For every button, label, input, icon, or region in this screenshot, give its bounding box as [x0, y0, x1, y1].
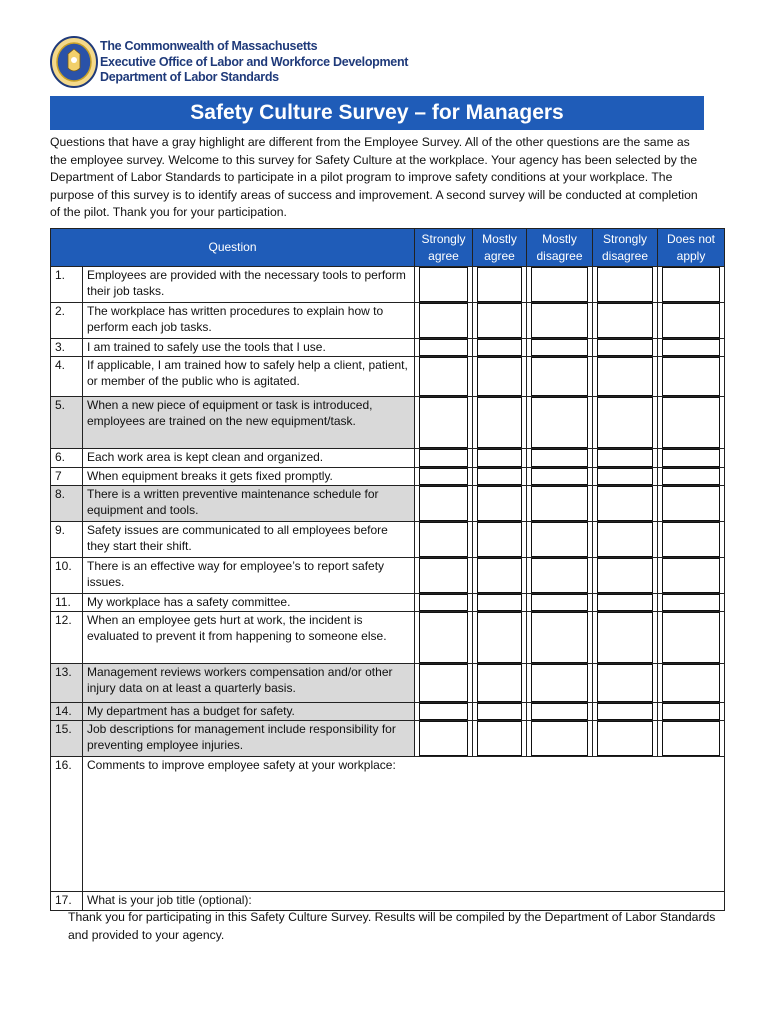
- response-cell: [415, 594, 473, 612]
- question-text: There is an effective way for employee’s to report safety issues.: [83, 558, 415, 594]
- response-checkbox[interactable]: [477, 612, 522, 663]
- response-checkbox[interactable]: [531, 664, 588, 702]
- response-checkbox[interactable]: [419, 522, 468, 557]
- agency-line-executive-office: Executive Office of Labor and Workforce Development: [100, 54, 409, 69]
- response-checkbox[interactable]: [477, 522, 522, 557]
- question-number: 3.: [51, 339, 83, 357]
- response-cell: [593, 664, 658, 703]
- table-row: [51, 703, 725, 721]
- response-cell: [527, 357, 593, 397]
- response-cell: [593, 468, 658, 486]
- response-checkbox[interactable]: [597, 397, 653, 448]
- table-row: [51, 267, 725, 303]
- response-checkbox[interactable]: [531, 468, 588, 485]
- response-cell: [593, 267, 658, 303]
- response-cell: [473, 558, 527, 594]
- response-cell: [527, 721, 593, 757]
- question-number: 5.: [51, 397, 83, 449]
- question-number: 14.: [51, 703, 83, 721]
- response-cell: [593, 303, 658, 339]
- response-cell: [473, 339, 527, 357]
- table-row: [51, 486, 725, 522]
- response-cell: [473, 397, 527, 449]
- response-cell: [415, 486, 473, 522]
- job-title-number: 17.: [51, 892, 83, 911]
- response-cell: [658, 486, 725, 522]
- response-cell: [473, 303, 527, 339]
- comments-field[interactable]: [83, 757, 725, 892]
- response-cell: [415, 303, 473, 339]
- response-checkbox[interactable]: [477, 703, 522, 720]
- response-checkbox[interactable]: [662, 664, 720, 702]
- response-checkbox[interactable]: [419, 339, 468, 356]
- response-cell: [473, 612, 527, 664]
- table-row: [51, 612, 725, 664]
- question-number: 13.: [51, 664, 83, 703]
- table-row: [51, 339, 725, 357]
- response-checkbox[interactable]: [531, 522, 588, 557]
- response-checkbox[interactable]: [662, 594, 720, 611]
- question-number: 15.: [51, 721, 83, 757]
- response-checkbox[interactable]: [419, 486, 468, 521]
- response-checkbox[interactable]: [419, 703, 468, 720]
- response-checkbox[interactable]: [477, 468, 522, 485]
- response-cell: [593, 721, 658, 757]
- question-text: Safety issues are communicated to all employees before they start their shift.: [83, 522, 415, 558]
- response-checkbox[interactable]: [531, 486, 588, 521]
- response-cell: [415, 703, 473, 721]
- response-cell: [658, 357, 725, 397]
- response-cell: [473, 357, 527, 397]
- table-row: [51, 449, 725, 468]
- response-cell: [527, 303, 593, 339]
- response-checkbox[interactable]: [597, 594, 653, 611]
- response-checkbox[interactable]: [419, 397, 468, 448]
- question-text: Each work area is kept clean and organized.: [83, 449, 415, 468]
- response-cell: [658, 703, 725, 721]
- response-cell: [527, 468, 593, 486]
- response-checkbox[interactable]: [477, 594, 522, 611]
- question-number: 6.: [51, 449, 83, 468]
- response-checkbox[interactable]: [419, 721, 468, 756]
- agency-line-commonwealth: The Commonwealth of Massachusetts: [100, 39, 318, 53]
- response-cell: [415, 558, 473, 594]
- response-checkbox[interactable]: [531, 449, 588, 467]
- response-cell: [658, 594, 725, 612]
- response-cell: [593, 558, 658, 594]
- response-checkbox[interactable]: [662, 522, 720, 557]
- question-text: When equipment breaks it gets fixed promptly.: [83, 468, 415, 486]
- column-header-strongly-disagree: Strongly disagree: [593, 229, 658, 267]
- response-cell: [658, 612, 725, 664]
- response-cell: [527, 486, 593, 522]
- response-cell: [658, 664, 725, 703]
- response-cell: [658, 397, 725, 449]
- response-cell: [527, 594, 593, 612]
- question-number: 11.: [51, 594, 83, 612]
- response-checkbox[interactable]: [477, 664, 522, 702]
- response-checkbox[interactable]: [597, 468, 653, 485]
- response-checkbox[interactable]: [662, 357, 720, 396]
- response-cell: [473, 721, 527, 757]
- response-checkbox[interactable]: [477, 339, 522, 356]
- response-cell: [527, 522, 593, 558]
- response-checkbox[interactable]: [419, 303, 468, 338]
- response-checkbox[interactable]: [531, 397, 588, 448]
- response-cell: [593, 339, 658, 357]
- response-checkbox[interactable]: [597, 703, 653, 720]
- question-number: 2.: [51, 303, 83, 339]
- question-column-header: Question: [51, 229, 415, 267]
- response-cell: [658, 303, 725, 339]
- response-checkbox[interactable]: [597, 339, 653, 356]
- question-text: My department has a budget for safety.: [83, 703, 415, 721]
- response-checkbox[interactable]: [597, 664, 653, 702]
- response-checkbox[interactable]: [531, 303, 588, 338]
- response-cell: [473, 522, 527, 558]
- response-cell: [527, 558, 593, 594]
- response-checkbox[interactable]: [477, 303, 522, 338]
- response-checkbox[interactable]: [419, 664, 468, 702]
- question-text: Employees are provided with the necessary tools to perform their job tasks.: [83, 267, 415, 303]
- response-cell: [593, 612, 658, 664]
- question-number: 7: [51, 468, 83, 486]
- footer-note: Thank you for participating in this Safety Culture Survey. Results will be compiled by the Department of Labor Standards and provided to your agency.: [68, 910, 716, 942]
- response-cell: [415, 664, 473, 703]
- response-cell: [473, 486, 527, 522]
- table-row: [51, 468, 725, 486]
- table-row: [51, 397, 725, 449]
- massachusetts-seal-icon: [50, 36, 98, 88]
- response-checkbox[interactable]: [597, 357, 653, 396]
- question-text: When an employee gets hurt at work, the incident is evaluated to prevent it from happening to someone else.: [83, 612, 415, 664]
- comments-label: Comments to improve employee safety at your workplace:: [87, 758, 396, 772]
- question-text: There is a written preventive maintenance schedule for equipment and tools.: [83, 486, 415, 522]
- response-cell: [473, 468, 527, 486]
- job-title-label: What is your job title (optional):: [87, 893, 252, 907]
- response-cell: [658, 449, 725, 468]
- response-checkbox[interactable]: [662, 721, 720, 756]
- table-row: [51, 303, 725, 339]
- response-cell: [415, 267, 473, 303]
- response-cell: [593, 449, 658, 468]
- response-cell: [527, 449, 593, 468]
- response-checkbox[interactable]: [531, 267, 588, 302]
- question-text: When a new piece of equipment or task is introduced, employees are trained on the new equipment/task.: [83, 397, 415, 449]
- response-checkbox[interactable]: [531, 721, 588, 756]
- question-number: 9.: [51, 522, 83, 558]
- response-cell: [593, 486, 658, 522]
- response-checkbox[interactable]: [419, 468, 468, 485]
- response-checkbox[interactable]: [531, 339, 588, 356]
- response-checkbox[interactable]: [662, 558, 720, 593]
- response-checkbox[interactable]: [531, 703, 588, 720]
- response-checkbox[interactable]: [419, 558, 468, 593]
- response-checkbox[interactable]: [597, 303, 653, 338]
- table-row: [51, 558, 725, 594]
- response-checkbox[interactable]: [531, 594, 588, 611]
- question-number: 1.: [51, 267, 83, 303]
- response-cell: [658, 468, 725, 486]
- response-cell: [527, 612, 593, 664]
- response-cell: [473, 449, 527, 468]
- comments-number: 16.: [51, 757, 83, 892]
- response-checkbox[interactable]: [531, 357, 588, 396]
- response-cell: [658, 267, 725, 303]
- response-checkbox[interactable]: [662, 486, 720, 521]
- response-cell: [473, 664, 527, 703]
- response-cell: [415, 721, 473, 757]
- survey-table: [50, 228, 725, 911]
- response-checkbox[interactable]: [419, 449, 468, 467]
- response-cell: [473, 703, 527, 721]
- response-cell: [527, 397, 593, 449]
- response-checkbox[interactable]: [477, 397, 522, 448]
- letterhead: [50, 36, 409, 92]
- response-cell: [658, 339, 725, 357]
- question-text: The workplace has written procedures to explain how to perform each job tasks.: [83, 303, 415, 339]
- response-checkbox[interactable]: [662, 397, 720, 448]
- response-checkbox[interactable]: [419, 267, 468, 302]
- response-checkbox[interactable]: [597, 449, 653, 467]
- question-text: I am trained to safely use the tools that I use.: [83, 339, 415, 357]
- response-checkbox[interactable]: [597, 721, 653, 756]
- response-checkbox[interactable]: [419, 357, 468, 396]
- response-cell: [593, 357, 658, 397]
- response-checkbox[interactable]: [662, 303, 720, 338]
- table-row: [51, 522, 725, 558]
- response-cell: [658, 522, 725, 558]
- response-checkbox[interactable]: [662, 267, 720, 302]
- response-cell: [658, 721, 725, 757]
- response-checkbox[interactable]: [477, 267, 522, 302]
- response-checkbox[interactable]: [597, 486, 653, 521]
- question-number: 8.: [51, 486, 83, 522]
- column-header-does-not-apply: Does not apply: [658, 229, 725, 267]
- question-text: Job descriptions for management include responsibility for preventing employee injuries.: [83, 721, 415, 757]
- response-checkbox[interactable]: [597, 522, 653, 557]
- response-cell: [593, 522, 658, 558]
- response-cell: [415, 612, 473, 664]
- response-cell: [473, 267, 527, 303]
- response-cell: [527, 267, 593, 303]
- response-cell: [527, 664, 593, 703]
- table-row: [51, 664, 725, 703]
- response-cell: [527, 339, 593, 357]
- response-checkbox[interactable]: [662, 703, 720, 720]
- response-cell: [415, 339, 473, 357]
- response-cell: [415, 522, 473, 558]
- response-checkbox[interactable]: [662, 468, 720, 485]
- response-checkbox[interactable]: [597, 558, 653, 593]
- page-title: Safety Culture Survey – for Managers: [50, 96, 704, 130]
- response-checkbox[interactable]: [662, 612, 720, 663]
- table-row: [51, 594, 725, 612]
- question-number: 10.: [51, 558, 83, 594]
- question-number: 12.: [51, 612, 83, 664]
- response-checkbox[interactable]: [477, 449, 522, 467]
- response-checkbox[interactable]: [662, 449, 720, 467]
- response-cell: [415, 468, 473, 486]
- response-cell: [593, 397, 658, 449]
- response-checkbox[interactable]: [477, 486, 522, 521]
- response-cell: [415, 357, 473, 397]
- table-row: [51, 721, 725, 757]
- response-cell: [415, 449, 473, 468]
- response-checkbox[interactable]: [419, 594, 468, 611]
- question-rows: [51, 267, 725, 757]
- response-cell: [415, 397, 473, 449]
- agency-name: [100, 39, 408, 86]
- response-checkbox[interactable]: [662, 339, 720, 356]
- agency-line-department: Department of Labor Standards: [100, 70, 279, 84]
- column-header-mostly-agree: Mostly agree: [473, 229, 527, 267]
- response-checkbox[interactable]: [477, 558, 522, 593]
- response-cell: [593, 594, 658, 612]
- response-checkbox[interactable]: [597, 612, 653, 663]
- response-cell: [593, 703, 658, 721]
- response-checkbox[interactable]: [597, 267, 653, 302]
- response-cell: [658, 558, 725, 594]
- question-number: 4.: [51, 357, 83, 397]
- response-cell: [473, 594, 527, 612]
- question-text: If applicable, I am trained how to safely help a client, patient, or member of the public who is agitated.: [83, 357, 415, 397]
- question-text: Management reviews workers compensation and/or other injury data on at least a quarterly basis.: [83, 664, 415, 703]
- response-checkbox[interactable]: [419, 612, 468, 663]
- column-header-strongly-agree: Strongly agree: [415, 229, 473, 267]
- response-checkbox[interactable]: [531, 612, 588, 663]
- question-text: My workplace has a safety committee.: [83, 594, 415, 612]
- response-checkbox[interactable]: [531, 558, 588, 593]
- table-row: [51, 357, 725, 397]
- response-checkbox[interactable]: [477, 721, 522, 756]
- intro-paragraph: Questions that have a gray highlight are different from the Employee Survey. All of the other questions are the same as the employee survey. Welcome to this survey for Safety Culture at the workplace. Your agency has been selected by the Department of Labor Standards to participate in a pilot program to improve safety conditions at your workplace. The purpose of this survey is to identify areas of success and improvement. A second survey will be conducted at completion of the pilot. Thank you for your participation.: [50, 135, 698, 219]
- column-header-mostly-disagree: Mostly disagree: [527, 229, 593, 267]
- response-cell: [527, 703, 593, 721]
- response-checkbox[interactable]: [477, 357, 522, 396]
